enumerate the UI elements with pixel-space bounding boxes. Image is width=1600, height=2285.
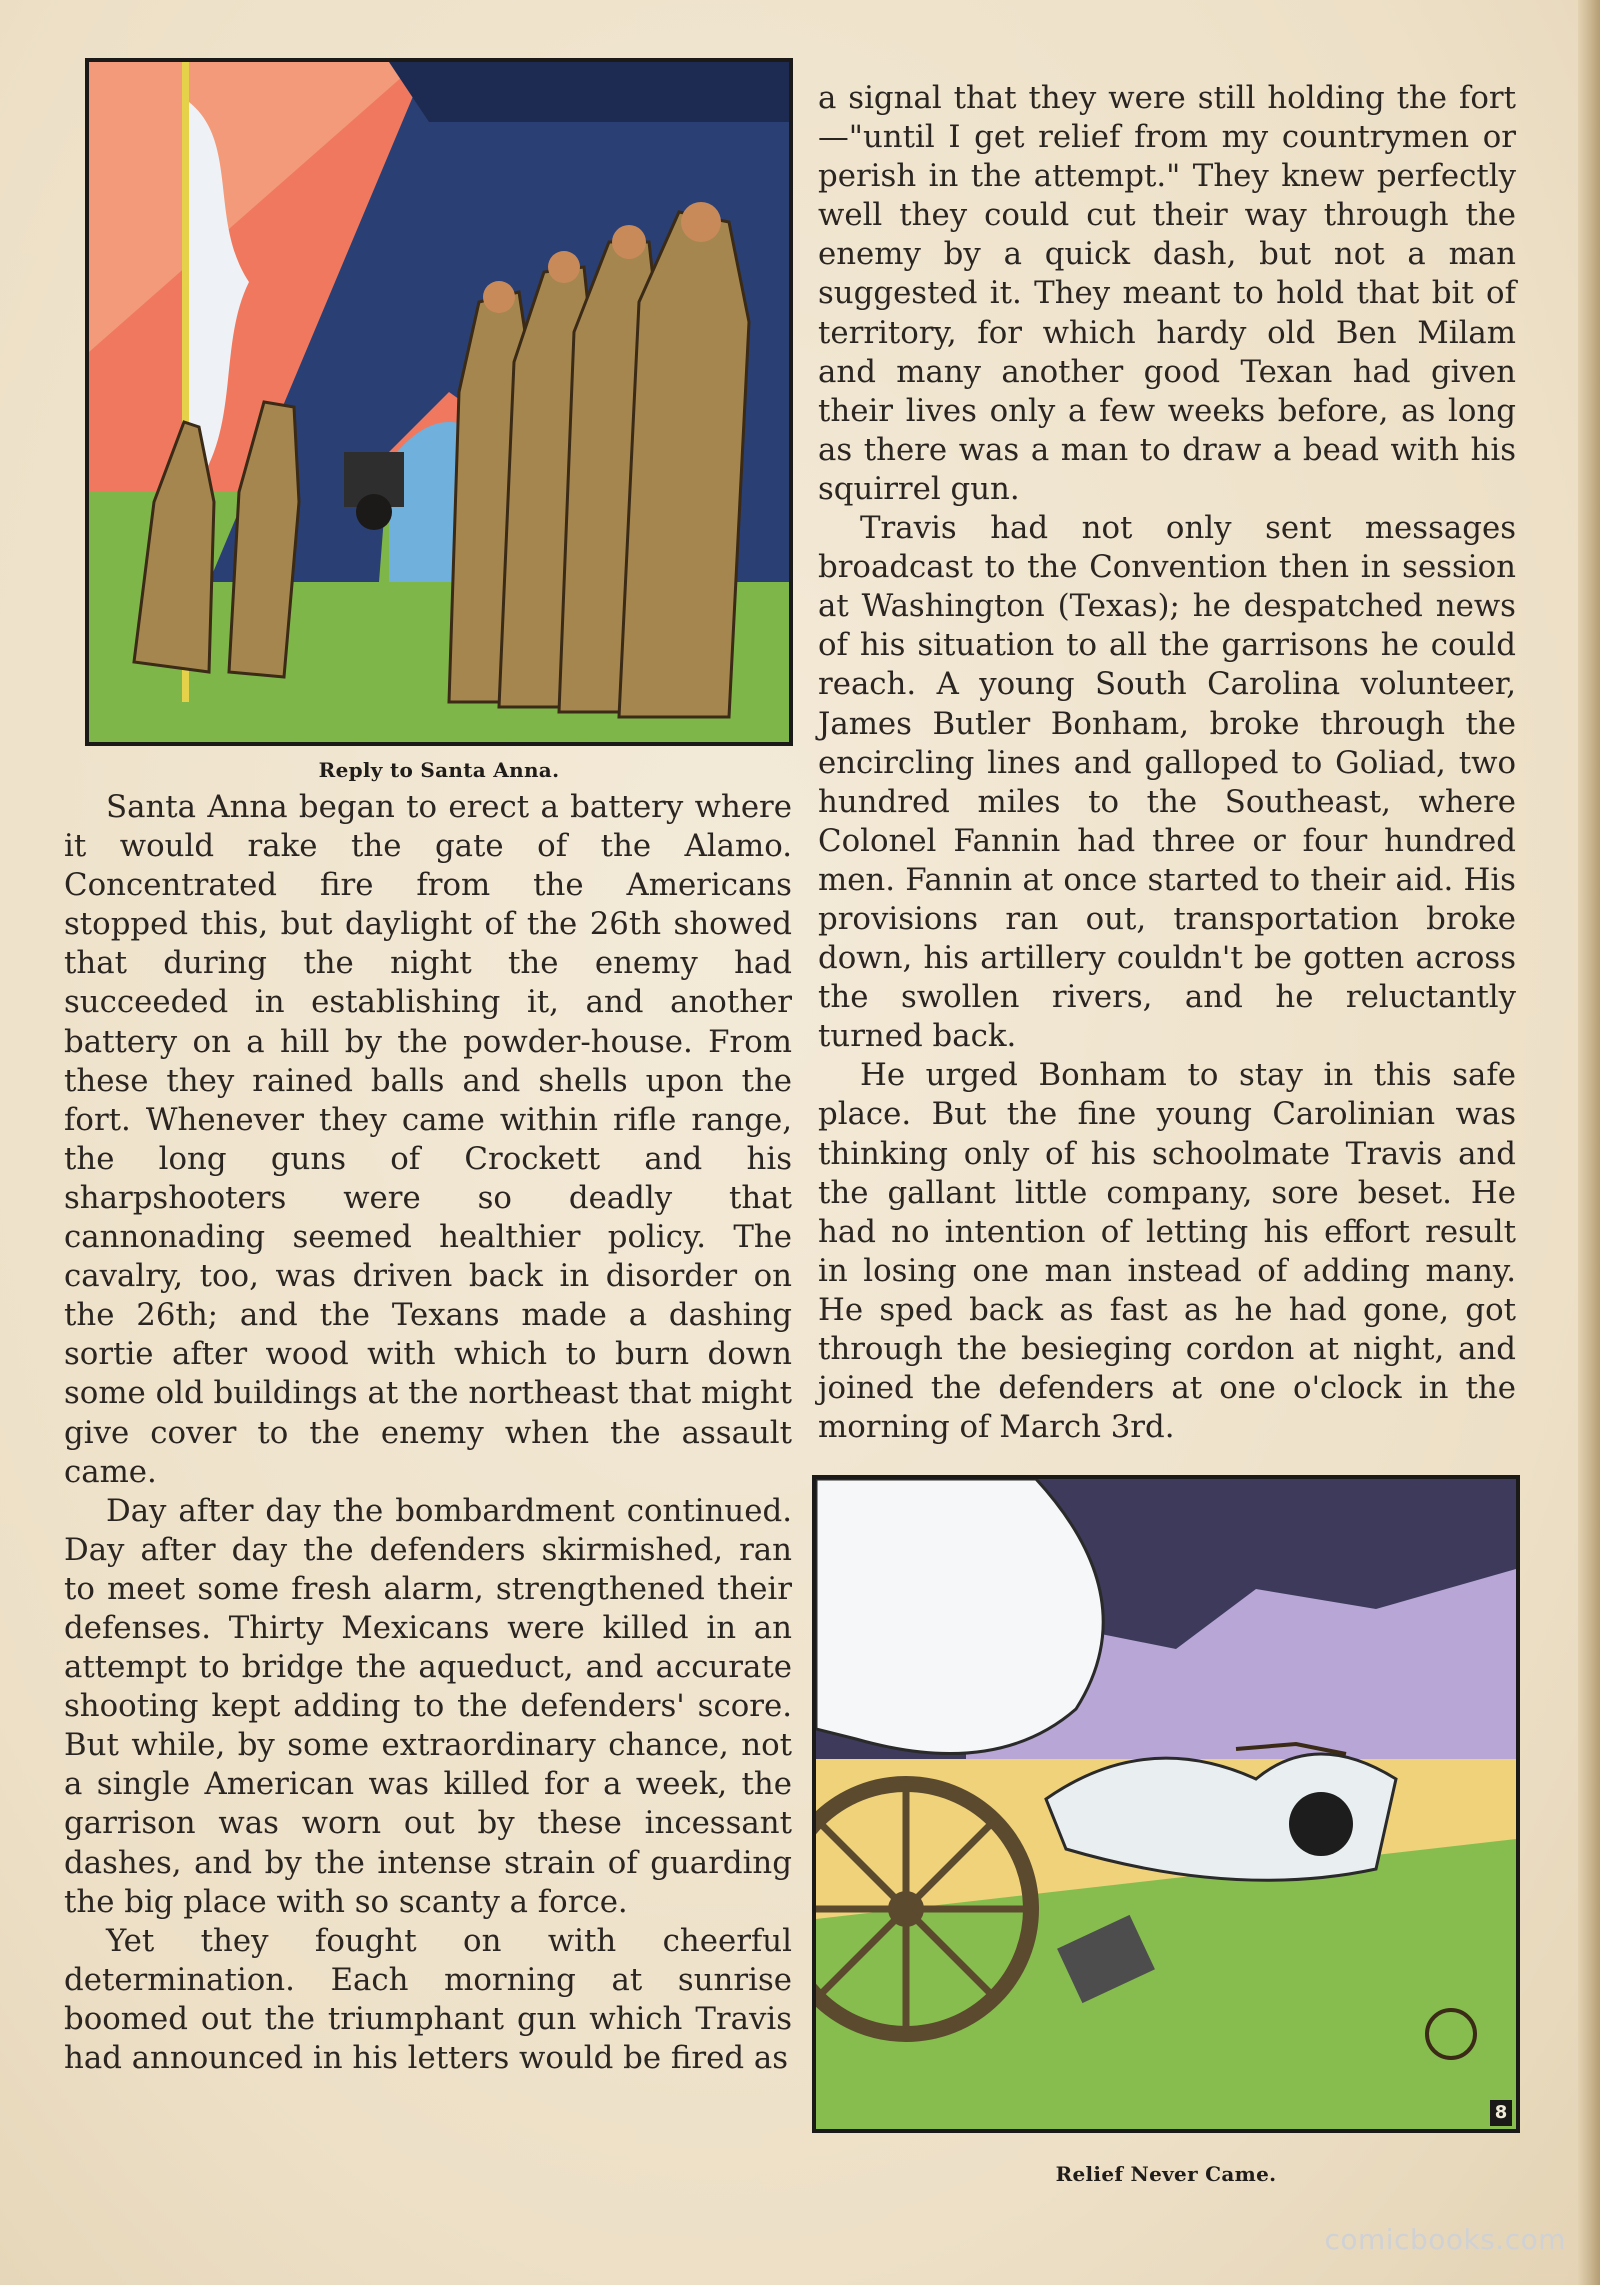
paragraph: He urged Bonham to stay in this safe place. But the fine young Carolinian was thinking only of his schoolmate Travis and the gallant little company, sore beset. He had no intention of letting his effort result in losing one man instead of adding many. He sped back as fast as he had gone, got through the besieging cordon at night, and joined the defenders at one o'clock in the morning of March 3rd. — [818, 1057, 1516, 1446]
left-column-text — [64, 788, 792, 2078]
watermark: comicbooks.com — [1324, 2223, 1566, 2256]
paragraph: Travis had not only sent messages broadcast to the Convention then in session at Washington (Texas); he despatched news of his situation to all the garrisons he could reach. A young South Carolina volunteer, James Butler Bonham, broke through the encircling lines and galloped to Goliad, two hundred miles to the Southeast, where Colonel Fannin had three or four hundred men. Fannin at once started to their aid. His provisions ran out, transportation broke down, his artillery couldn't be gotten across the swollen rivers, and he reluctantly turned back. — [818, 510, 1516, 1055]
wagon-canvas-cover — [816, 1479, 1103, 1754]
illustration-relief-never-came — [812, 1475, 1520, 2133]
paragraph: Santa Anna began to erect a battery where it would rake the gate of the Alamo. Concentrated fire from the Americans stopped this, but daylight of the 26th showed that during the night the enemy had succeeded in establishing it, and another battery on a hill by the powder-house. From these they rained balls and shells upon the fort. Whenever they came within rifle range, the long guns of Crockett and his sharpshooters were so deadly that cannonading seemed healthier policy. The cavalry, too, was driven back in disorder on the 26th; and the Texans made a dashing sortie after wood with which to burn down some old buildings at the northeast that might give cover to the enemy when the assault came. — [64, 789, 792, 1490]
flag-raising-drawing — [89, 62, 789, 742]
illustration-reply-to-santa-anna — [85, 58, 793, 746]
caption-relief-never-came: Relief Never Came. — [1055, 2162, 1277, 2186]
wagon-opening — [1289, 1792, 1353, 1856]
paragraph: a signal that they were still holding the fort—"until I get relief from my countrymen or perish in the attempt." They knew perfectly well they could cut their way through the enemy by a quick dash, but not a man suggested it. They meant to hold that bit of territory, for which hardy old Ben Milam and many another good Texan had given their lives only a few weeks before, as long as there was a man to draw a bead with his squirrel gun. — [818, 80, 1516, 507]
cannon-wheel — [356, 494, 392, 530]
wall-top — [389, 62, 789, 122]
caption-reply-to-santa-anna: Reply to Santa Anna. — [318, 758, 560, 782]
book-spine — [1578, 0, 1600, 2285]
paragraph: Day after day the bombardment continued. Day after day the defenders skirmished, ran to meet some fresh alarm, strengthened their defenses. Thirty Mexicans were killed in an attempt to bridge the aqueduct, and accurate shooting kept adding to the defenders' score. But while, by some extraordinary chance, not a single American was killed for a week, the garrison was worn out by these incessant dashes, and by the intense strain of guarding the big place with so scanty a force. — [64, 1492, 792, 1920]
right-column-text — [818, 79, 1516, 1447]
wrecked-wagon-drawing — [816, 1479, 1516, 2129]
paragraph: Yet they fought on with cheerful determination. Each morning at sunrise boomed out the triumphant gun which Travis had announced in his letters would be fired as — [64, 1922, 792, 2076]
page-number: 8 — [1490, 2100, 1512, 2126]
